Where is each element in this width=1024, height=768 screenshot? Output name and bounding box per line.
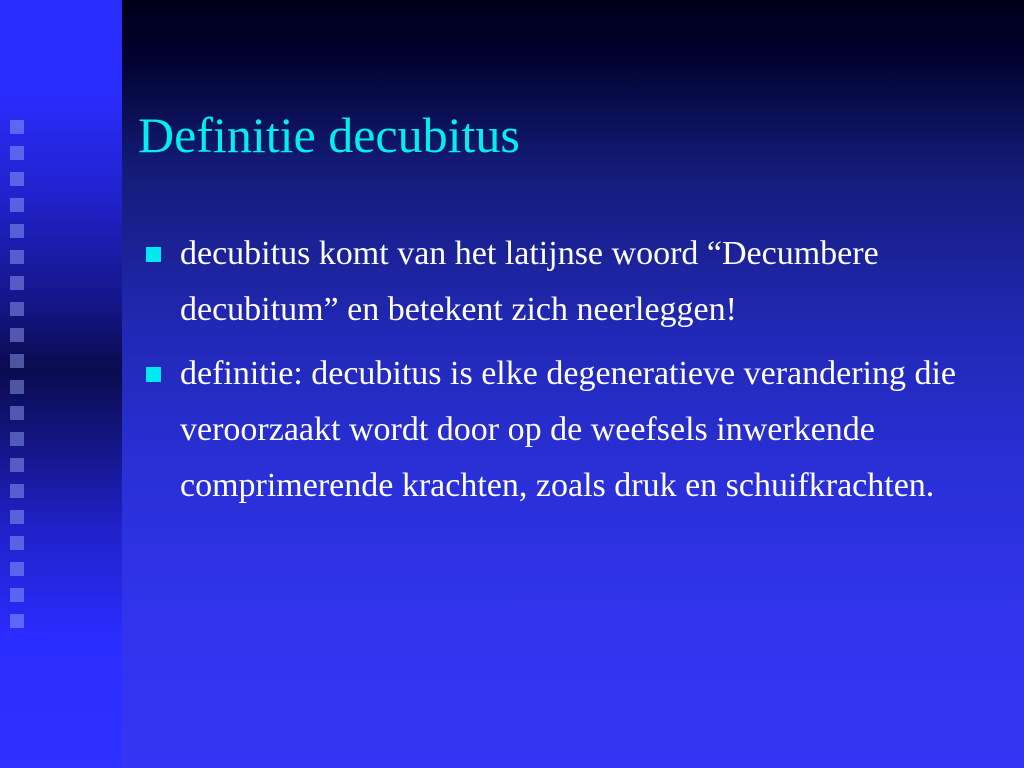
decorative-square <box>10 536 24 550</box>
slide-title: Definitie decubitus <box>138 107 520 163</box>
decorative-square <box>10 302 24 316</box>
decorative-square <box>10 588 24 602</box>
decorative-square <box>10 380 24 394</box>
decorative-square <box>10 120 24 134</box>
decorative-square <box>10 614 24 628</box>
left-decorative-band <box>0 0 122 768</box>
bullet-item <box>143 226 1003 338</box>
decorative-square <box>10 432 24 446</box>
decorative-square <box>10 276 24 290</box>
decorative-square <box>10 354 24 368</box>
decorative-square <box>10 562 24 576</box>
square-bullet-icon <box>146 247 161 262</box>
bullet-item <box>143 346 1003 514</box>
decorative-square <box>10 484 24 498</box>
bullet-list <box>143 226 1003 522</box>
bullet-text: decubitus komt van het latijnse woord “Decumbere decubitum” en betekent zich neerleggen! <box>180 235 879 328</box>
decorative-square <box>10 458 24 472</box>
square-bullet-icon <box>146 367 161 382</box>
decorative-square <box>10 224 24 238</box>
decorative-square <box>10 510 24 524</box>
decorative-square <box>10 328 24 342</box>
decorative-square <box>10 250 24 264</box>
decorative-square <box>10 146 24 160</box>
decorative-square-column <box>5 120 29 640</box>
decorative-square <box>10 198 24 212</box>
decorative-square <box>10 406 24 420</box>
bullet-text: definitie: decubitus is elke degeneratieve verandering die veroorzaakt wordt door op de weefsels inwerkende comprimerende krachten, zoals druk en schuifkrachten. <box>180 355 957 504</box>
decorative-square <box>10 172 24 186</box>
